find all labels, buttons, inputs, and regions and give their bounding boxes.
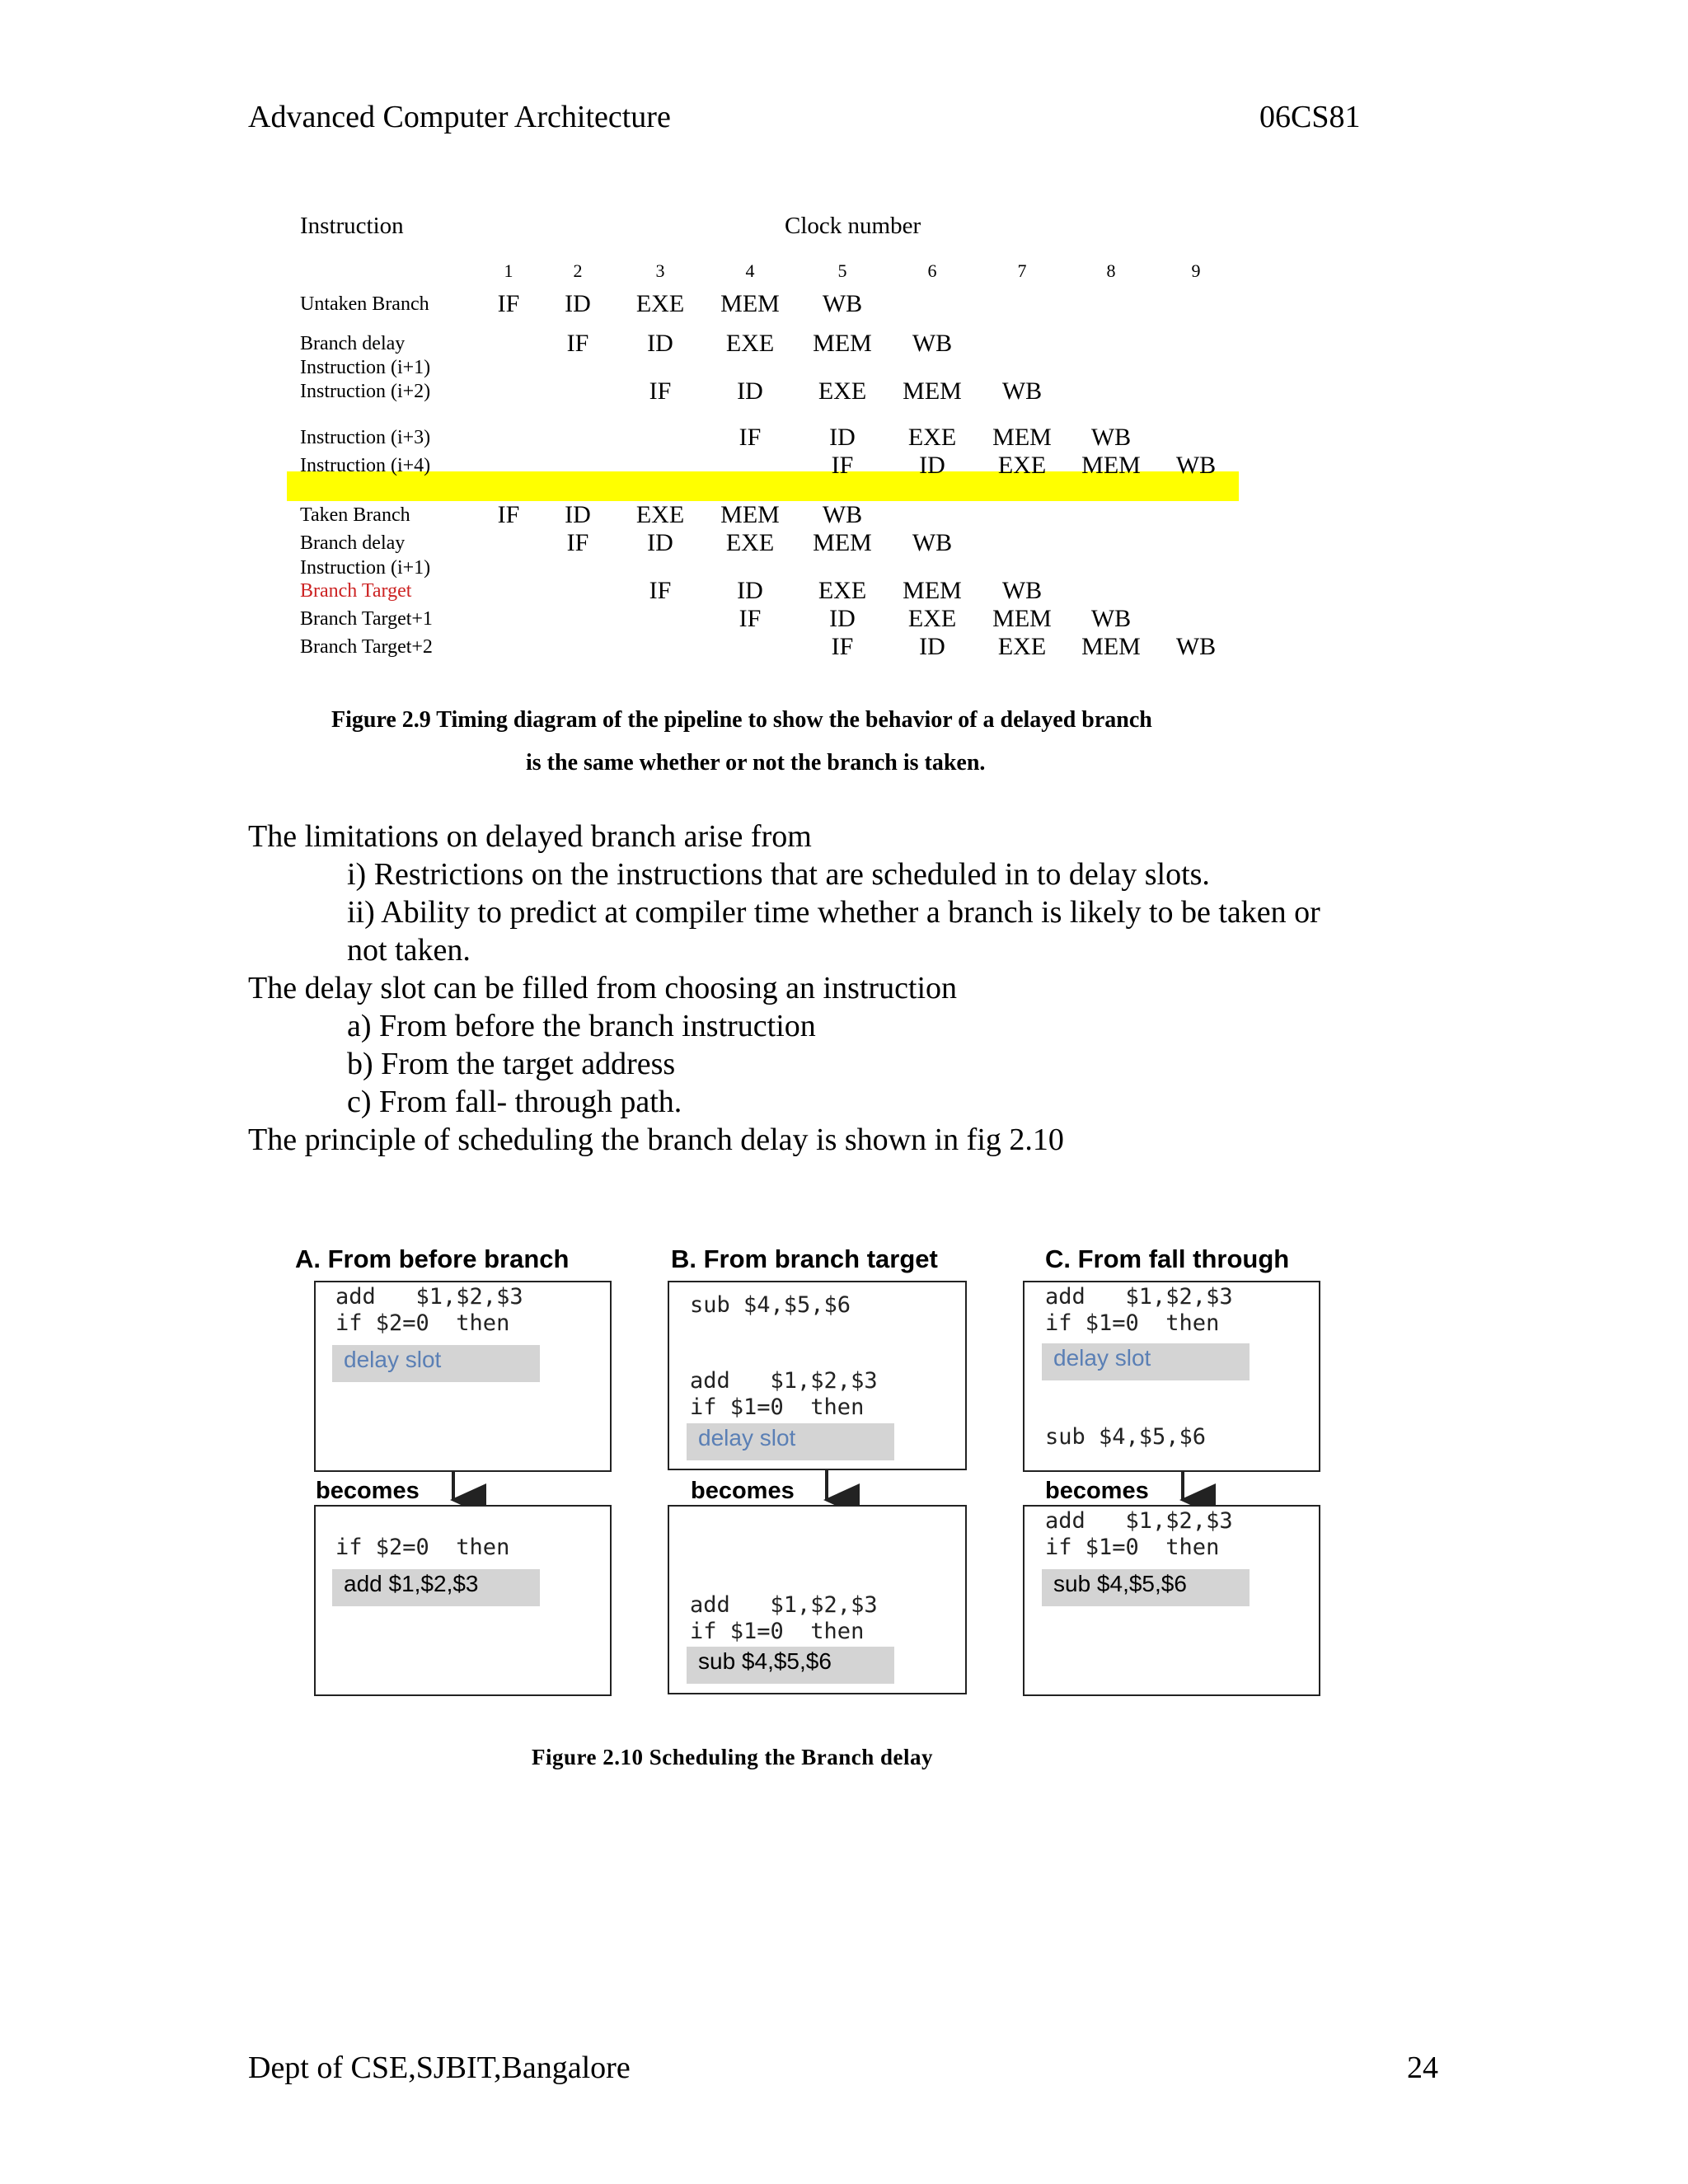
list-item-c: c) From fall- through path. — [347, 1085, 682, 1119]
taken-stage-cell: EXE — [818, 577, 867, 604]
figure-2-9-caption-line1: Figure 2.9 Timing diagram of the pipeline to show the behavior of a delayed branch — [331, 707, 1152, 733]
taken-stage-cell: IF — [649, 577, 672, 604]
panel-c-title: C. From fall through — [1045, 1244, 1290, 1273]
untaken-stage-cell: ID — [647, 330, 673, 357]
untaken-row-label: Instruction (i+3) — [300, 427, 431, 448]
taken-stage-cell: MEM — [813, 529, 872, 556]
taken-stage-cell: MEM — [903, 577, 962, 604]
panel-b-before-line3: if $1=0 then — [690, 1394, 865, 1420]
untaken-stage-cell: MEM — [1081, 452, 1141, 479]
taken-stage-cell: EXE — [635, 501, 685, 528]
page-header-title: Advanced Computer Architecture — [248, 100, 671, 134]
untaken-stage-cell: IF — [649, 377, 672, 405]
taken-stage-cell: EXE — [907, 605, 957, 632]
untaken-stage-cell: WB — [1175, 452, 1217, 479]
taken-stage-cell: WB — [1001, 577, 1043, 604]
untaken-row-label: Branch delay — [300, 333, 406, 354]
panel-b-filled-slot: sub $4,$5,$6 — [687, 1647, 894, 1684]
untaken-stage-cell: IF — [738, 424, 762, 451]
untaken-stage-cell: WB — [1090, 424, 1132, 451]
list-item-i: i) Restrictions on the instructions that are scheduled in to delay slots. — [347, 857, 1210, 892]
panel-c-before-line2: if $1=0 then — [1045, 1310, 1220, 1336]
taken-row-label: Taken Branch — [300, 504, 410, 526]
taken-stage-cell: ID — [565, 501, 591, 528]
panel-c-after-line2: if $1=0 then — [1045, 1535, 1220, 1560]
untaken-stage-cell: ID — [829, 424, 856, 451]
taken-stage-cell: MEM — [1081, 633, 1141, 660]
taken-row-label: Branch Target+2 — [300, 636, 433, 658]
panel-c-filled-slot: sub $4,$5,$6 — [1042, 1569, 1250, 1606]
panel-a-filled-slot: add $1,$2,$3 — [332, 1569, 540, 1606]
untaken-stage-cell: EXE — [818, 377, 867, 405]
untaken-stage-cell: EXE — [907, 424, 957, 451]
panel-b-before-line1: sub $4,$5,$6 — [690, 1292, 851, 1318]
figure-2-10-caption: Figure 2.10 Scheduling the Branch delay — [532, 1745, 934, 1769]
clock-number-7: 7 — [1017, 260, 1027, 281]
clock-number-2: 2 — [573, 260, 583, 281]
untaken-stage-cell: ID — [737, 377, 763, 405]
untaken-stage-cell: WB — [1001, 377, 1043, 405]
untaken-stage-cell: WB — [912, 330, 953, 357]
taken-row-label: Branch delay — [300, 532, 406, 554]
taken-row-label: Instruction (i+1) — [300, 557, 431, 579]
list-item-b: b) From the target address — [347, 1047, 676, 1081]
panel-b-before-line2: add $1,$2,$3 — [690, 1368, 878, 1394]
taken-stage-cell: WB — [1090, 605, 1132, 632]
untaken-stage-cell: EXE — [997, 452, 1047, 479]
taken-stage-cell: IF — [497, 501, 520, 528]
panel-c-before-line1: add $1,$2,$3 — [1045, 1284, 1233, 1310]
clock-number-9: 9 — [1191, 260, 1201, 281]
paragraph-delay-slot: The delay slot can be filled from choosing an instruction — [248, 971, 958, 1005]
panel-c-before-line3: sub $4,$5,$6 — [1045, 1424, 1207, 1450]
clock-number-5: 5 — [837, 260, 847, 281]
panel-a-title: A. From before branch — [295, 1244, 570, 1273]
panel-a-after-line1: if $2=0 then — [335, 1535, 510, 1560]
column-header-instruction: Instruction — [300, 213, 404, 239]
panel-a-before-line2: if $2=0 then — [335, 1310, 510, 1336]
untaken-stage-cell: IF — [497, 290, 520, 317]
paragraph-limitations: The limitations on delayed branch arise from — [248, 819, 812, 854]
untaken-stage-cell: IF — [566, 330, 589, 357]
untaken-stage-cell: MEM — [992, 424, 1052, 451]
taken-stage-cell: WB — [912, 529, 953, 556]
paragraph-principle: The principle of scheduling the branch delay is shown in fig 2.10 — [248, 1122, 1064, 1157]
clock-number-8: 8 — [1106, 260, 1116, 281]
taken-stage-cell: WB — [1175, 633, 1217, 660]
taken-stage-cell: ID — [919, 633, 945, 660]
page-footer-dept: Dept of CSE,SJBIT,Bangalore — [248, 2050, 631, 2085]
taken-stage-cell: IF — [831, 633, 854, 660]
untaken-row-label: Instruction (i+1) — [300, 357, 431, 378]
taken-stage-cell: ID — [737, 577, 763, 604]
list-item-ii: ii) Ability to predict at compiler time whether a branch is likely to be taken or — [347, 895, 1320, 930]
taken-stage-cell: ID — [647, 529, 673, 556]
clock-number-3: 3 — [655, 260, 665, 281]
clock-number-1: 1 — [504, 260, 513, 281]
panel-b-after-line2: if $1=0 then — [690, 1619, 865, 1644]
taken-stage-cell: EXE — [997, 633, 1047, 660]
taken-stage-cell: EXE — [725, 529, 775, 556]
page-footer-page-number: 24 — [1407, 2050, 1438, 2085]
untaken-stage-cell: WB — [822, 290, 863, 317]
panel-b-title: B. From branch target — [671, 1244, 938, 1273]
untaken-stage-cell: IF — [831, 452, 854, 479]
untaken-row-label: Instruction (i+4) — [300, 455, 431, 476]
figure-2-9-caption-line2: is the same whether or not the branch is taken. — [526, 750, 986, 776]
untaken-stage-cell: MEM — [813, 330, 872, 357]
taken-stage-cell: MEM — [992, 605, 1052, 632]
untaken-stage-cell: ID — [919, 452, 945, 479]
panel-c-delay-slot: delay slot — [1042, 1343, 1250, 1380]
page-header-code: 06CS81 — [1259, 100, 1361, 134]
panel-c-after-line1: add $1,$2,$3 — [1045, 1508, 1233, 1534]
panel-b-becomes-label: becomes — [691, 1478, 795, 1504]
taken-stage-cell: MEM — [720, 501, 780, 528]
panel-a-becomes-label: becomes — [316, 1478, 420, 1504]
taken-row-label: Branch Target+1 — [300, 608, 433, 630]
untaken-stage-cell: EXE — [725, 330, 775, 357]
untaken-row-label: Instruction (i+2) — [300, 381, 431, 402]
panel-b-after-line1: add $1,$2,$3 — [690, 1592, 878, 1618]
panel-a-delay-slot: delay slot — [332, 1345, 540, 1382]
column-header-clock-number: Clock number — [785, 213, 921, 239]
untaken-stage-cell: EXE — [635, 290, 685, 317]
panel-a-before-line1: add $1,$2,$3 — [335, 1284, 523, 1310]
untaken-row-label: Untaken Branch — [300, 293, 429, 315]
clock-number-6: 6 — [927, 260, 937, 281]
taken-stage-cell: WB — [822, 501, 863, 528]
untaken-stage-cell: MEM — [903, 377, 962, 405]
untaken-stage-cell: MEM — [720, 290, 780, 317]
taken-stage-cell: IF — [738, 605, 762, 632]
list-item-ii-continued: not taken. — [347, 933, 471, 968]
taken-stage-cell: ID — [829, 605, 856, 632]
taken-row-label: Branch Target — [300, 580, 412, 602]
panel-c-becomes-label: becomes — [1045, 1478, 1149, 1504]
untaken-stage-cell: ID — [565, 290, 591, 317]
list-item-a: a) From before the branch instruction — [347, 1009, 816, 1043]
panel-b-delay-slot: delay slot — [687, 1423, 894, 1460]
taken-stage-cell: IF — [566, 529, 589, 556]
clock-number-4: 4 — [745, 260, 755, 281]
